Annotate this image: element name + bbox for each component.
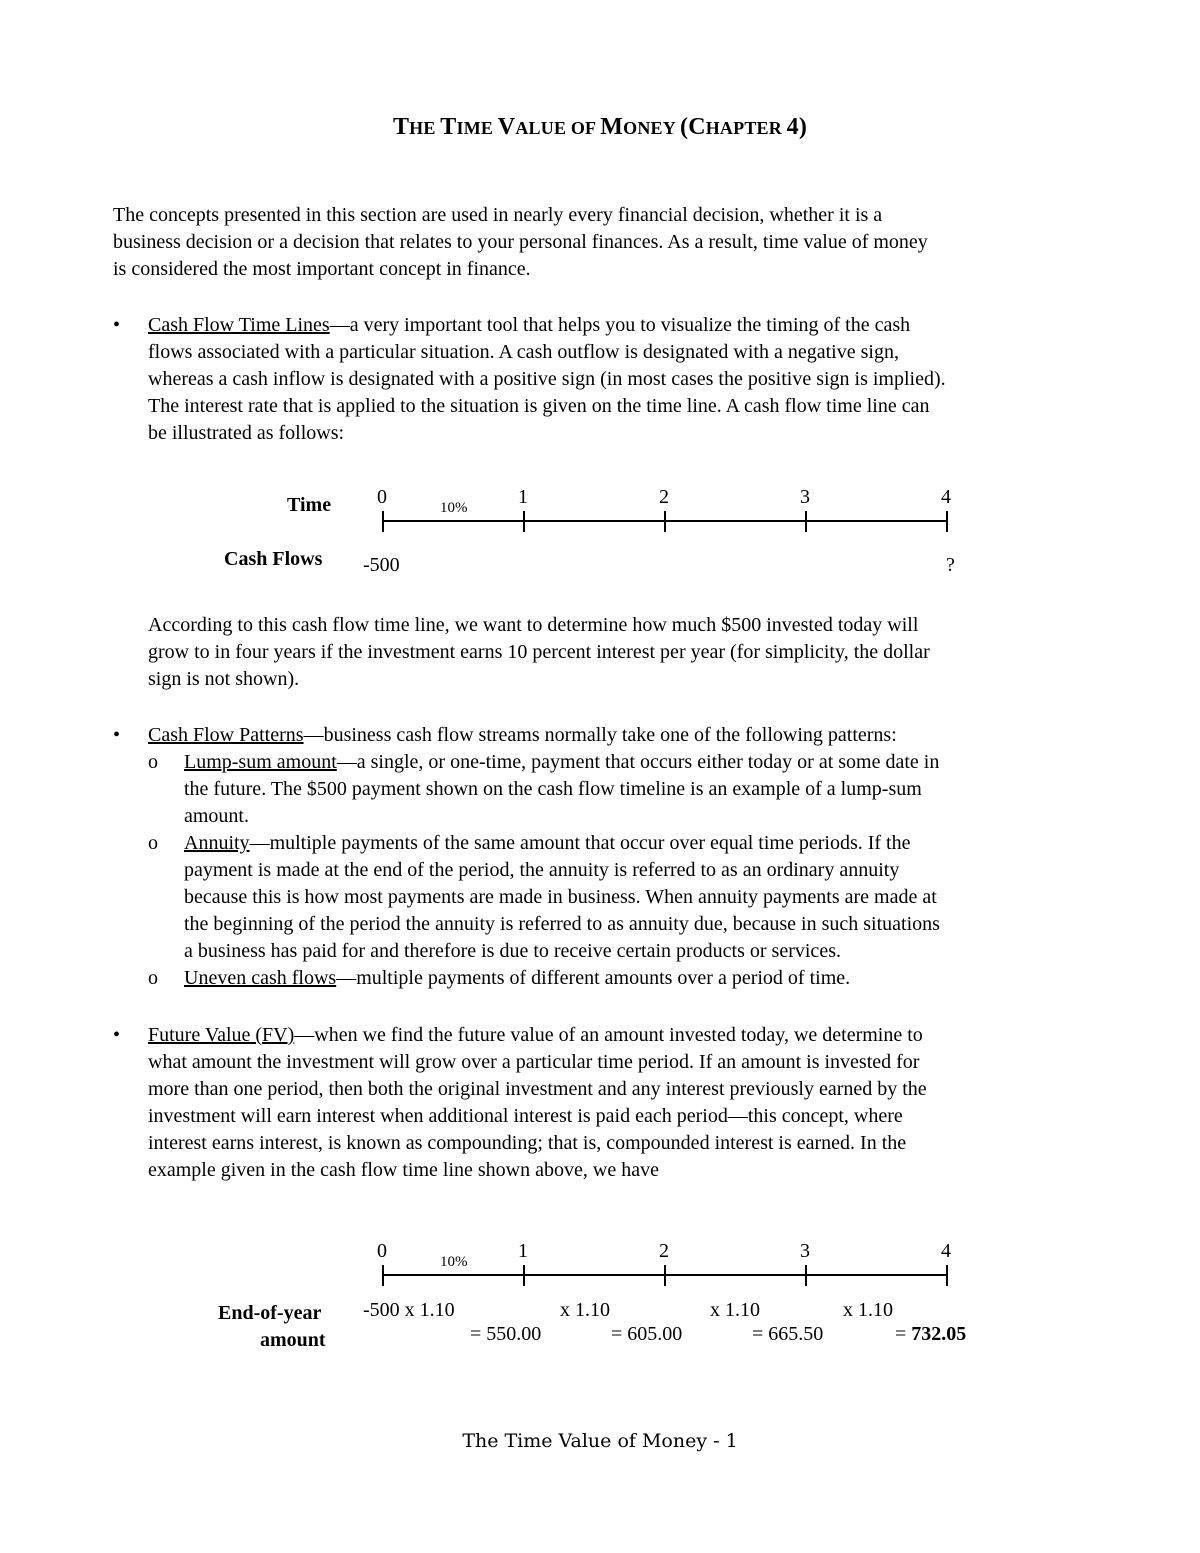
bullet-text: the beginning of the period the annuity is referred to as annuity due, because in such situations [184, 913, 940, 935]
term-cash-flow-patterns: Cash Flow Patterns [148, 724, 304, 746]
multiplier: x 1.10 [560, 1299, 610, 1321]
term-future-value: Future Value (FV) [148, 1024, 295, 1046]
result-year-3: = 665.50 [752, 1323, 824, 1345]
cash-flow-start: -500 [363, 554, 400, 576]
timeline-axis [380, 1262, 952, 1290]
bullet-text: payment is made at the end of the period, the annuity is referred to as an ordinary annuity [184, 859, 900, 881]
bullet-text: investment will earn interest when additional interest is paid each period—this concept, where [148, 1105, 903, 1127]
sub-bullet-annuity [184, 830, 940, 965]
period-3: 3 [800, 486, 810, 508]
bullet-future-value [148, 1022, 927, 1184]
period-2: 2 [659, 1240, 669, 1262]
bullet-text: whereas a cash inflow is designated with a positive sign (in most cases the positive sign is implied). [148, 368, 946, 390]
bullet-text: what amount the investment will grow over a particular time period. If an amount is invested for [148, 1051, 920, 1073]
final-value: 732.05 [911, 1323, 967, 1345]
sub-bullet-uneven [184, 965, 850, 992]
sub-bullet-icon: o [148, 751, 158, 773]
start-multiplication: -500 x 1.10 [363, 1299, 455, 1321]
result-year-4: = 732.05 [895, 1323, 967, 1345]
multiplier: x 1.10 [843, 1299, 893, 1321]
period-2: 2 [659, 486, 669, 508]
bullet-text: The interest rate that is applied to the situation is given on the time line. A cash flow time line can [148, 395, 930, 417]
amount-label: amount [260, 1329, 326, 1351]
period-3: 3 [800, 1240, 810, 1262]
multiplier: x 1.10 [710, 1299, 760, 1321]
intro-paragraph [113, 202, 928, 283]
bullet-text: amount. [184, 805, 249, 827]
end-of-year-label: End-of-year [218, 1302, 322, 1324]
bullet-text: —a very important tool that helps you to visualize the timing of the cash [329, 314, 911, 336]
bullet-text: example given in the cash flow time line shown above, we have [148, 1159, 659, 1181]
bullet-text: —when we find the future value of an amount invested today, we determine to [294, 1024, 923, 1046]
sub-bullet-icon: o [148, 967, 158, 989]
sub-bullet-icon: o [148, 832, 158, 854]
period-0: 0 [377, 486, 387, 508]
bullet-icon: • [113, 724, 121, 746]
term-uneven-cash-flows: Uneven cash flows [184, 967, 337, 989]
explanation-line: sign is not shown). [148, 668, 300, 690]
term-annuity: Annuity [184, 832, 250, 854]
bullet-icon: • [113, 1024, 121, 1046]
intro-line: The concepts presented in this section are used in nearly every financial decision, whether it is a [113, 204, 883, 226]
period-1: 1 [518, 1240, 528, 1262]
interest-rate: 10% [440, 1254, 468, 1270]
cash-flow-end: ? [946, 554, 955, 576]
interest-rate: 10% [440, 500, 468, 516]
cash-flows-label: Cash Flows [224, 548, 323, 570]
page-footer: The Time Value of Money - 1 [462, 1430, 738, 1452]
time-label: Time [287, 494, 332, 516]
period-0: 0 [377, 1240, 387, 1262]
page-title: THE TIME VALUE OF MONEY (CHAPTER 4) [392, 114, 808, 140]
period-4: 4 [941, 486, 951, 508]
bullet-icon: • [113, 314, 121, 336]
bullet-text: —a single, or one-time, payment that occurs either today or at some date in [336, 751, 940, 773]
bullet-text: because this is how most payments are made in business. When annuity payments are made at [184, 886, 937, 908]
explanation-line: According to this cash flow time line, we want to determine how much $500 invested today will [148, 614, 919, 636]
bullet-text: a business has paid for and therefore is due to receive certain products or services. [184, 940, 841, 962]
timeline-axis [380, 508, 952, 536]
bullet-text: the future. The $500 payment shown on the cash flow timeline is an example of a lump-sum [184, 778, 922, 800]
intro-line: is considered the most important concept in finance. [113, 258, 531, 280]
bullet-text: flows associated with a particular situation. A cash outflow is designated with a negative sign, [148, 341, 899, 363]
bullet-cash-flow-time-lines [148, 312, 946, 447]
bullet-text: —multiple payments of different amounts over a period of time. [336, 967, 851, 989]
term-lump-sum: Lump-sum amount [184, 751, 337, 773]
bullet-text: be illustrated as follows: [148, 422, 345, 444]
explanation-line: grow to in four years if the investment earns 10 percent interest per year (for simplicity, the dollar [148, 641, 930, 663]
result-year-1: = 550.00 [470, 1323, 542, 1345]
result-year-2: = 605.00 [611, 1323, 683, 1345]
period-1: 1 [518, 486, 528, 508]
term-cash-flow-time-lines: Cash Flow Time Lines [148, 314, 330, 336]
bullet-cash-flow-patterns [148, 722, 897, 749]
sub-bullet-lump-sum [184, 749, 939, 830]
bullet-text: —business cash flow streams normally take one of the following patterns: [303, 724, 897, 746]
intro-line: business decision or a decision that relates to your personal finances. As a result, time value of money [113, 231, 928, 253]
bullet-text: interest earns interest, is known as compounding; that is, compounded interest is earned. In the [148, 1132, 907, 1154]
timeline-explanation [148, 612, 930, 693]
bullet-text: more than one period, then both the original investment and any interest previously earned by the [148, 1078, 927, 1100]
period-4: 4 [941, 1240, 951, 1262]
bullet-text: —multiple payments of the same amount that occur over equal time periods. If the [249, 832, 911, 854]
